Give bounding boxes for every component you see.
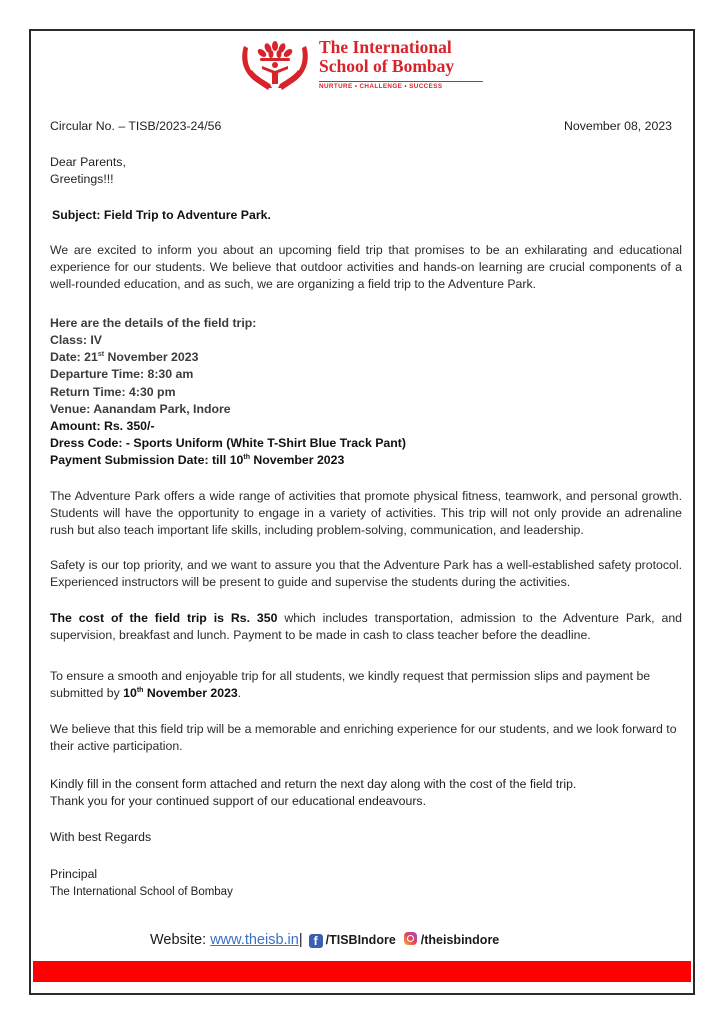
detail-date-sup: st xyxy=(97,351,105,358)
payment-date-prefix: Payment Submission Date: till 10 xyxy=(50,453,244,467)
cost-bold: The cost of the field trip is Rs. 350 xyxy=(50,611,278,625)
detail-amount: Amount: Rs. 350/- xyxy=(50,419,155,433)
website-link[interactable]: www.theisb.in xyxy=(210,932,299,948)
salutation: Dear Parents, xyxy=(50,155,126,169)
detail-dress-code: Dress Code: - Sports Uniform (White T-Shirt Blue Track Pant) xyxy=(50,436,406,450)
instagram-icon xyxy=(404,932,417,945)
footer-contact xyxy=(150,932,499,948)
deadline-date xyxy=(123,686,238,700)
consent-line: Kindly fill in the consent form attached and return the next day along with the cost of the field trip. xyxy=(50,777,577,791)
detail-return: Return Time: 4:30 pm xyxy=(50,385,176,399)
closing-paragraph: We believe that this field trip will be a memorable and enriching experience for our students, and we look forward to their active participation. xyxy=(50,722,677,754)
cost-paragraph xyxy=(50,610,682,644)
greeting: Greetings!!! xyxy=(50,172,114,186)
deadline-paragraph xyxy=(50,668,682,702)
detail-date-suffix: November 2023 xyxy=(104,350,199,364)
school-emblem-icon xyxy=(238,40,312,92)
facebook-handle[interactable]: /TISBIndore xyxy=(325,933,396,947)
deadline-text: To ensure a smooth and enjoyable trip for all students, we kindly request that permission slips and payment be submitted by xyxy=(50,669,651,701)
school-logo xyxy=(238,38,490,92)
detail-venue: Venue: Aanandam Park, Indore xyxy=(50,402,231,416)
intro-paragraph: We are excited to inform you about an upcoming field trip that promises to be an exhilarating and educational experience for our students. We believe that outdoor activities and hands-on learning are crucial components of a well-rounded education, and as such, we are organizing a field trip to the Adventure Park. xyxy=(50,243,682,292)
deadline-date-sup: th xyxy=(136,687,144,695)
thank-you-line: Thank you for your continued support of our educational endeavours. xyxy=(50,794,426,808)
details-heading: Here are the details of the field trip: xyxy=(50,316,257,330)
activities-paragraph: The Adventure Park offers a wide range of activities that promote physical fitness, teamwork, and personal growth. Students will have the opportunity to engage in a variety of activities. This trip will not only provide an adrenaline rush but also teach important life skills, including problem-solving, communication, and leadership. xyxy=(50,489,682,538)
payment-date-suffix: November 2023 xyxy=(250,453,345,467)
detail-date xyxy=(50,349,198,366)
deadline-date-prefix: 10 xyxy=(123,686,137,701)
footer-separator: | xyxy=(298,932,303,948)
website-label: Website: xyxy=(150,932,211,948)
school-name-line2: School of Bombay xyxy=(319,56,455,76)
detail-payment-date xyxy=(50,452,344,469)
payment-date-sup: th xyxy=(243,454,250,461)
instagram-handle[interactable]: /theisbindore xyxy=(420,933,500,947)
circular-number: Circular No. – TISB/2023-24/56 xyxy=(50,119,222,133)
regards: With best Regards xyxy=(50,830,152,844)
safety-paragraph: Safety is our top priority, and we want to assure you that the Adventure Park has a well-established safety protocol. Experienced instructors will be present to guide and supervise the students during the activities. xyxy=(50,558,682,590)
deadline-end: . xyxy=(237,686,242,701)
detail-departure: Departure Time: 8:30 am xyxy=(50,367,194,381)
deadline-date-suffix: November 2023 xyxy=(143,686,238,701)
facebook-icon: f xyxy=(309,934,323,948)
detail-date-prefix: Date: 21 xyxy=(50,350,98,364)
school-name-line1: The International xyxy=(319,37,452,57)
school-tagline: NURTURE • CHALLENGE • SUCCESS xyxy=(319,81,483,90)
detail-class: Class: IV xyxy=(50,333,102,347)
school-name xyxy=(319,38,454,76)
signatory-title: Principal xyxy=(50,867,98,881)
signatory-org: The International School of Bombay xyxy=(50,886,233,898)
subject-line: Subject: Field Trip to Adventure Park. xyxy=(52,208,271,222)
circular-date: November 08, 2023 xyxy=(563,119,672,133)
cost-rest: which includes transportation, admission to the Adventure Park, and supervision, breakfast and lunch. Payment to be made in cash to class teacher before the deadline. xyxy=(50,611,683,643)
footer-red-bar xyxy=(33,961,691,982)
